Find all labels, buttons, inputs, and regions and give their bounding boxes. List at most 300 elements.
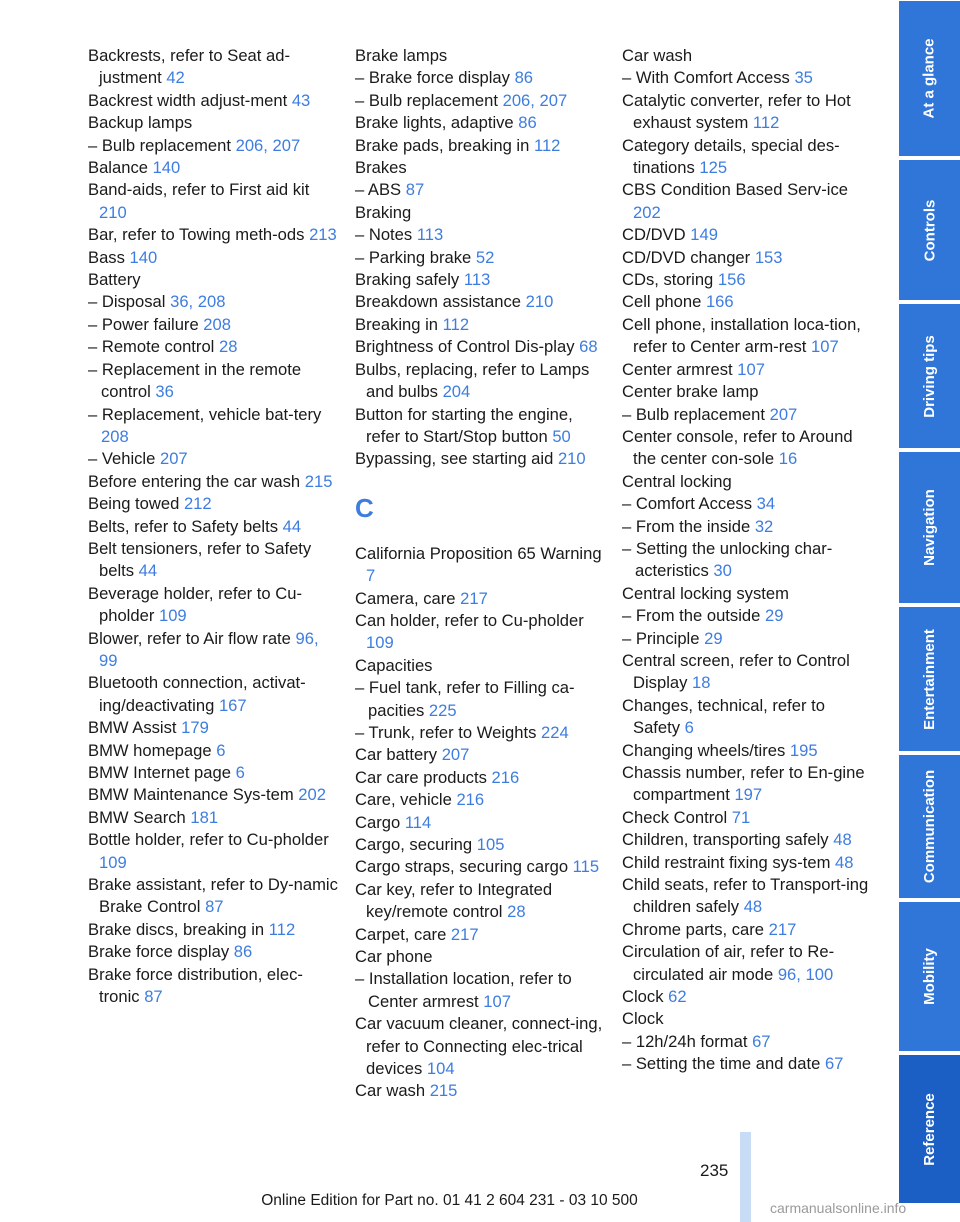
- entry-text: Blower, refer to Air flow rate: [88, 628, 296, 648]
- page-link[interactable]: 213: [309, 225, 337, 245]
- entry-text: CBS Condition Based Serv-ice: [622, 180, 848, 200]
- page-link[interactable]: 207: [769, 404, 798, 424]
- index-column-3: [622, 45, 872, 1076]
- index-entry: [622, 762, 872, 807]
- entry-text: – Setting the time and date: [622, 1054, 825, 1074]
- index-entry: [622, 583, 872, 605]
- index-entry: [88, 583, 338, 628]
- index-entry: [622, 605, 872, 627]
- index-entry: [355, 1080, 605, 1102]
- index-entry: [88, 112, 338, 134]
- index-entry: [355, 45, 605, 67]
- page-link[interactable]: 107: [737, 359, 765, 379]
- index-entry: [622, 1031, 872, 1053]
- entry-text: – Setting the unlocking char-acteristics: [622, 538, 833, 581]
- entry-text: – Trunk, refer to Weights: [355, 722, 541, 742]
- page-link[interactable]: 113: [463, 270, 491, 290]
- tab-label: Navigation: [921, 489, 938, 566]
- entry-text: – Bulb replacement: [622, 404, 770, 424]
- entry-text: Backup lamps: [88, 113, 193, 133]
- index-entry: [355, 677, 605, 722]
- page-link[interactable]: 206, 207: [502, 90, 568, 110]
- index-entry: [88, 874, 338, 919]
- index-entry: [355, 543, 605, 588]
- page-link[interactable]: 30: [713, 561, 732, 581]
- page-link[interactable]: 216: [456, 790, 485, 810]
- entry-text: Bass: [88, 247, 130, 267]
- page-link[interactable]: 109: [158, 606, 187, 626]
- index-entry: [355, 834, 605, 856]
- index-entry: [88, 135, 338, 157]
- tab-label: Driving tips: [921, 334, 939, 418]
- entry-text: – Brake force display: [355, 68, 515, 88]
- page-link[interactable]: 149: [690, 225, 718, 245]
- entry-text: Brake pads, breaking in: [355, 135, 534, 155]
- entry-text: Cell phone, installation loca-tion, refer to Center arm-rest: [622, 314, 861, 357]
- tab-label: Mobility: [920, 948, 938, 1005]
- index-entry: [622, 650, 872, 695]
- entry-text: Center brake lamp: [622, 382, 759, 402]
- page-link[interactable]: 207: [441, 745, 470, 765]
- entry-text: Central screen, refer to Control Display: [622, 650, 850, 693]
- index-entry: [88, 807, 338, 829]
- tab-label: Entertainment: [921, 628, 939, 730]
- tab-label: Communication: [921, 769, 938, 884]
- index-entry: [355, 744, 605, 766]
- index-entry: [88, 45, 338, 90]
- entry-text: Changing wheels/tires: [622, 740, 790, 760]
- entry-text: Brake force display: [88, 942, 234, 962]
- page-link[interactable]: 112: [533, 135, 561, 155]
- page-link[interactable]: 112: [268, 919, 296, 939]
- page-link[interactable]: 67: [824, 1054, 844, 1074]
- index-entry: [355, 336, 605, 358]
- index-entry: [622, 516, 872, 538]
- entry-text: Cargo: [355, 812, 405, 832]
- page-link[interactable]: 125: [699, 158, 728, 178]
- index-entry: [88, 941, 338, 963]
- page-link[interactable]: 208: [203, 314, 231, 334]
- entry-text: BMW Search: [88, 807, 191, 827]
- index-entry: [622, 314, 872, 359]
- entry-text: Balance: [88, 158, 153, 178]
- entry-text: Before entering the car wash: [88, 471, 305, 491]
- index-entry: [622, 471, 872, 493]
- index-entry: [88, 448, 338, 470]
- entry-text: Car key, refer to Integrated key/remote control: [355, 879, 553, 922]
- page-link[interactable]: 195: [789, 740, 818, 760]
- index-entry: [355, 448, 605, 470]
- section-letter-c: C: [355, 492, 374, 523]
- entry-text: – With Comfort Access: [622, 68, 795, 88]
- index-entry: [88, 493, 338, 515]
- page-link[interactable]: 217: [450, 924, 479, 944]
- index-entry: [88, 224, 338, 246]
- index-entry: [88, 359, 338, 404]
- index-entry: [355, 112, 605, 134]
- page-link[interactable]: 224: [541, 722, 569, 742]
- tab-mobility[interactable]: [899, 902, 960, 1051]
- entry-text: Brake discs, breaking in: [88, 919, 269, 939]
- index-entry: [622, 628, 872, 650]
- index-entry: [622, 381, 872, 403]
- tab-driving-tips[interactable]: [899, 304, 960, 448]
- tab-entertainment[interactable]: [899, 607, 960, 751]
- entry-text: Belt tensioners, refer to Safety belts: [88, 538, 312, 581]
- entry-text: – From the outside: [622, 606, 765, 626]
- index-entry: [88, 740, 338, 762]
- entry-text: Brake lights, adaptive: [355, 113, 519, 133]
- entry-text: California Proposition 65 Warning: [355, 543, 602, 563]
- page-link[interactable]: 67: [752, 1031, 771, 1051]
- page-link[interactable]: 140: [129, 247, 158, 267]
- page-link[interactable]: 96, 99: [99, 628, 319, 670]
- page-number: 235: [700, 1161, 729, 1180]
- entry-text: – Bulb replacement: [88, 135, 236, 155]
- index-entry: [622, 426, 872, 471]
- tab-label: Controls: [921, 199, 939, 261]
- page-link[interactable]: 29: [764, 606, 784, 626]
- page-link[interactable]: 217: [460, 588, 488, 608]
- page-link[interactable]: 28: [218, 337, 238, 357]
- page-link[interactable]: 48: [833, 830, 852, 850]
- index-column-2: [355, 45, 605, 1103]
- entry-text: Backrests, refer to Seat ad-justment: [88, 46, 290, 88]
- entry-text: CD/DVD changer: [622, 247, 755, 267]
- entry-text: Chassis number, refer to En-gine compartment: [622, 763, 865, 805]
- page-link[interactable]: 216: [491, 767, 520, 787]
- index-entry: [355, 269, 605, 291]
- entry-text: – Installation location, refer to Center armrest: [355, 969, 572, 1011]
- index-entry: [355, 1013, 605, 1080]
- entry-text: Category details, special des-tinations: [622, 135, 840, 178]
- page-link[interactable]: 36: [155, 382, 174, 402]
- entry-text: Brightness of Control Dis-play: [355, 337, 580, 357]
- entry-text: Band-aids, refer to First aid kit: [88, 180, 310, 200]
- index-entry: [88, 336, 338, 358]
- tab-communication[interactable]: [899, 755, 960, 898]
- index-entry: [88, 784, 338, 806]
- index-entry: [355, 135, 605, 157]
- entry-text: – ABS: [355, 180, 406, 200]
- page-link[interactable]: 215: [304, 471, 333, 491]
- entry-text: Care, vehicle: [355, 790, 457, 810]
- page-link[interactable]: 225: [428, 700, 457, 720]
- index-entry: [355, 359, 605, 404]
- entry-text: Breaking in: [355, 314, 443, 334]
- page-link[interactable]: 18: [692, 673, 711, 693]
- index-entry: [622, 1008, 872, 1030]
- index-entry: [88, 157, 338, 179]
- page-link[interactable]: 212: [183, 494, 212, 514]
- page-link[interactable]: 112: [752, 113, 780, 133]
- entry-text: Catalytic converter, refer to Hot exhaust system: [622, 90, 851, 133]
- index-entry: [355, 946, 605, 968]
- entry-text: Breakdown assistance: [355, 292, 526, 312]
- page-link[interactable]: 206, 207: [235, 135, 301, 155]
- tab-controls[interactable]: [899, 160, 960, 300]
- entry-text: – From the inside: [622, 516, 755, 536]
- entry-text: – Power failure: [88, 314, 204, 334]
- page-link[interactable]: 215: [429, 1081, 458, 1101]
- entry-text: Camera, care: [355, 588, 461, 608]
- page-link[interactable]: 87: [405, 180, 425, 200]
- page-link[interactable]: 167: [218, 695, 247, 715]
- page-link[interactable]: 86: [233, 942, 253, 962]
- page-link[interactable]: 6: [216, 740, 226, 760]
- index-entry: [622, 740, 872, 762]
- entry-text: Chrome parts, care: [622, 919, 769, 939]
- page-link[interactable]: 86: [514, 68, 534, 88]
- page-link[interactable]: 71: [731, 807, 751, 827]
- watermark: carmanualsonline.info: [770, 1200, 907, 1216]
- entry-text: Belts, refer to Safety belts: [88, 516, 283, 536]
- page-link[interactable]: 107: [810, 337, 839, 357]
- index-entry: [355, 789, 605, 811]
- index-entry: [355, 812, 605, 834]
- index-entry: [88, 314, 338, 336]
- page-link[interactable]: 197: [734, 785, 763, 805]
- tab-label: Reference: [921, 1092, 939, 1166]
- page-link[interactable]: 208: [101, 426, 129, 446]
- index-entry: [622, 224, 872, 246]
- page-link[interactable]: 6: [235, 763, 245, 782]
- entry-text: Child restraint fixing sys-tem: [622, 852, 836, 872]
- entry-text: – 12h/24h format: [622, 1031, 753, 1051]
- page-link[interactable]: 44: [138, 561, 158, 581]
- page-link[interactable]: 181: [190, 807, 219, 827]
- entry-text: Cargo, securing: [355, 835, 477, 854]
- index-entry: [88, 516, 338, 538]
- page-link[interactable]: 44: [282, 516, 302, 536]
- tab-label: At a glance: [921, 38, 938, 119]
- index-entry: [355, 157, 605, 179]
- entry-text: Circulation of air, refer to Re-circulated air mode: [622, 942, 835, 984]
- index-entry: [355, 924, 605, 946]
- page-link[interactable]: 153: [754, 247, 783, 267]
- page-link[interactable]: 50: [552, 426, 571, 446]
- tab-navigation[interactable]: [899, 452, 960, 603]
- entry-text: Braking safely: [355, 270, 464, 290]
- page-link[interactable]: 202: [633, 202, 661, 222]
- index-entry: [355, 856, 605, 878]
- page-link[interactable]: 210: [99, 202, 127, 222]
- page-link[interactable]: 62: [668, 987, 687, 1007]
- page-link[interactable]: 16: [778, 449, 798, 469]
- entry-text: Being towed: [88, 494, 184, 514]
- index-entry: [622, 90, 872, 135]
- entry-text: BMW homepage: [88, 740, 217, 760]
- index-entry: [88, 919, 338, 941]
- index-entry: [622, 919, 872, 941]
- index-entry: [355, 968, 605, 1013]
- index-entry: [622, 874, 872, 919]
- entry-text: Carpet, care: [355, 924, 451, 944]
- page-link[interactable]: 210: [525, 292, 554, 312]
- entry-text: Central locking: [622, 471, 732, 491]
- page-link[interactable]: 35: [794, 68, 813, 88]
- entry-text: Bypassing, see starting aid: [355, 449, 558, 469]
- index-entry: [88, 291, 338, 313]
- index-entry: [88, 471, 338, 493]
- entry-text: CDs, storing: [622, 270, 718, 290]
- page-link[interactable]: 179: [181, 718, 209, 738]
- entry-text: Battery: [88, 270, 141, 290]
- page-link[interactable]: 112: [442, 314, 470, 334]
- index-entry: [622, 45, 872, 67]
- entry-text: – Replacement in the remote control: [88, 359, 302, 402]
- index-entry: [622, 179, 872, 224]
- page-link[interactable]: 34: [756, 494, 776, 514]
- index-entry: [622, 1053, 872, 1075]
- entry-text: – Comfort Access: [622, 494, 757, 514]
- page-link[interactable]: 87: [205, 897, 224, 917]
- entry-text: Brake lamps: [355, 46, 448, 65]
- index-entry: [355, 722, 605, 744]
- page-link[interactable]: 105: [476, 835, 505, 854]
- page-link[interactable]: 217: [768, 919, 797, 939]
- index-entry: [622, 829, 872, 851]
- index-entry: [355, 67, 605, 89]
- index-entry: [88, 762, 338, 784]
- index-entry: [88, 404, 338, 449]
- entry-text: Cell phone: [622, 292, 706, 312]
- entry-text: Bar, refer to Towing meth-ods: [88, 225, 310, 245]
- page-link[interactable]: 32: [754, 516, 774, 536]
- chapter-tabs: [899, 0, 960, 1222]
- entry-text: Beverage holder, refer to Cu-pholder: [88, 583, 302, 626]
- entry-text: Capacities: [355, 655, 433, 675]
- index-entry: [355, 179, 605, 201]
- index-entry: [355, 90, 605, 112]
- index-entry: [355, 247, 605, 269]
- entry-text: Central locking system: [622, 583, 789, 603]
- page-link[interactable]: 114: [404, 812, 432, 832]
- page-link[interactable]: 7: [366, 566, 376, 586]
- index-entry: [622, 404, 872, 426]
- footer-text: Online Edition for Part no. 01 41 2 604 231 - 03 10 500: [261, 1192, 638, 1209]
- tab-at-a-glance[interactable]: [899, 1, 960, 156]
- entry-text: Changes, technical, refer to Safety: [622, 695, 825, 738]
- index-entry: [88, 672, 338, 717]
- page-link[interactable]: 43: [291, 90, 311, 110]
- entry-text: Backrest width adjust-ment: [88, 90, 292, 110]
- entry-text: – Disposal: [88, 292, 171, 312]
- page-link[interactable]: 210: [557, 449, 586, 469]
- page-link[interactable]: 202: [298, 785, 326, 805]
- index-entry: [88, 538, 338, 583]
- index-entry: [622, 493, 872, 515]
- index-entry: [622, 359, 872, 381]
- entry-text: Braking: [355, 202, 412, 222]
- index-entry: [88, 269, 338, 291]
- entry-text: Bluetooth connection, activat-ing/deactivating: [88, 673, 306, 715]
- index-entry: [622, 695, 872, 740]
- page-link[interactable]: 42: [166, 68, 185, 88]
- page-link[interactable]: 207: [159, 449, 188, 469]
- index-entry: [88, 829, 338, 874]
- index-column-1: [88, 45, 338, 1008]
- page-link[interactable]: 156: [717, 270, 746, 290]
- entry-text: – Fuel tank, refer to Filling ca-pacities: [355, 678, 575, 720]
- page-link[interactable]: 113: [416, 225, 444, 245]
- entry-text: BMW Internet page: [88, 763, 236, 782]
- entry-text: Can holder, refer to Cu-pholder: [355, 610, 584, 630]
- index-entry: [622, 986, 872, 1008]
- index-entry: [355, 291, 605, 313]
- page-link[interactable]: 96, 100: [777, 964, 834, 984]
- page-link[interactable]: 29: [704, 628, 723, 648]
- entry-text: Children, transporting safely: [622, 830, 834, 850]
- entry-text: Car phone: [355, 947, 433, 967]
- entry-text: Button for starting the engine, refer to Start/Stop button: [355, 404, 573, 446]
- page-link[interactable]: 48: [835, 852, 854, 872]
- entry-text: Car battery: [355, 745, 442, 765]
- entry-text: BMW Maintenance Sys-tem: [88, 785, 299, 805]
- entry-text: – Vehicle: [88, 449, 160, 469]
- page-link[interactable]: 104: [426, 1059, 455, 1079]
- page-link[interactable]: 115: [572, 857, 600, 877]
- page-link[interactable]: 87: [144, 987, 163, 1007]
- index-entry: [88, 964, 338, 1009]
- page-link[interactable]: 36, 208: [170, 292, 226, 312]
- index-entry: [622, 247, 872, 269]
- entry-text: – Replacement, vehicle bat-tery: [88, 404, 322, 424]
- index-entry: [622, 67, 872, 89]
- page-link[interactable]: 204: [442, 382, 471, 402]
- page-link[interactable]: 140: [152, 158, 181, 178]
- entry-text: – Notes: [355, 225, 417, 245]
- page-link[interactable]: 107: [483, 991, 511, 1011]
- page-link[interactable]: 86: [518, 113, 537, 133]
- tab-reference[interactable]: [899, 1055, 960, 1203]
- entry-text: Bulbs, replacing, refer to Lamps and bulbs: [355, 359, 590, 402]
- page-link[interactable]: 48: [743, 897, 763, 917]
- index-entry: [355, 588, 605, 610]
- entry-text: Center armrest: [622, 359, 738, 379]
- index-entry: [622, 135, 872, 180]
- page-link[interactable]: 68: [579, 337, 598, 357]
- index-entry: [355, 314, 605, 336]
- entry-text: – Parking brake: [355, 247, 476, 267]
- index-entry: [355, 202, 605, 224]
- page-link[interactable]: 28: [507, 902, 526, 922]
- page-link[interactable]: 109: [99, 852, 127, 872]
- page-link[interactable]: 109: [366, 633, 394, 653]
- index-entry: [88, 717, 338, 739]
- index-entry: [355, 224, 605, 246]
- entry-text: – Bulb replacement: [355, 90, 503, 110]
- entry-text: Car wash: [355, 1081, 430, 1101]
- index-entry: [88, 179, 338, 224]
- entry-text: Car care products: [355, 767, 492, 787]
- entry-text: BMW Assist: [88, 718, 182, 738]
- page-link[interactable]: 166: [705, 292, 734, 312]
- page-link[interactable]: 6: [684, 718, 694, 738]
- index-entry: [88, 247, 338, 269]
- entry-text: Clock: [622, 1009, 664, 1029]
- index-entry: [622, 269, 872, 291]
- entry-text: Car wash: [622, 46, 693, 65]
- index-entry: [355, 767, 605, 789]
- entry-text: Center console, refer to Around the center con-sole: [622, 426, 853, 469]
- entry-text: Check Control: [622, 807, 732, 827]
- index-entry: [355, 610, 605, 655]
- page-link[interactable]: 52: [475, 247, 495, 267]
- index-entry: [622, 852, 872, 874]
- index-entry: [88, 628, 338, 673]
- index-entry: [355, 879, 605, 924]
